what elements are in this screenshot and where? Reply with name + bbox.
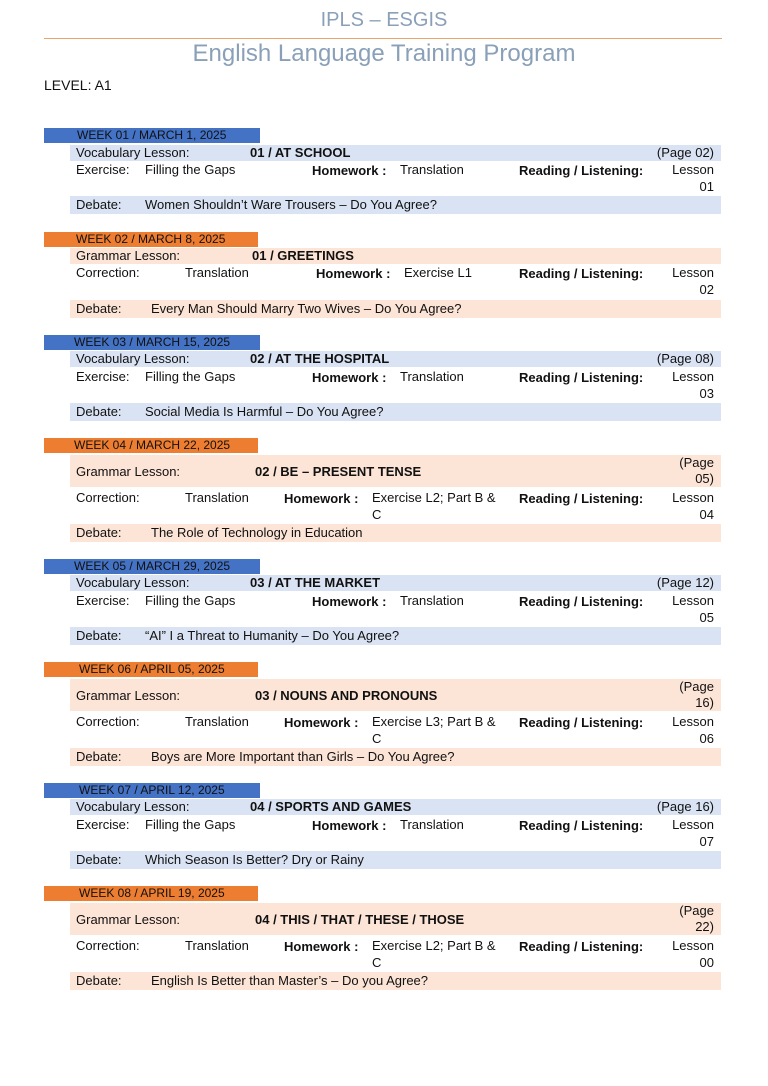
week-header: WEEK 07 / APRIL 12, 2025 <box>44 783 260 798</box>
activity-label: Correction: <box>76 490 140 505</box>
lesson-page: (Page 12) <box>656 575 714 590</box>
lesson-title: 01 / AT SCHOOL <box>250 145 351 160</box>
reading-label: Reading / Listening: <box>519 370 644 385</box>
week-block-08 <box>0 886 768 1086</box>
homework-label: Homework : <box>284 715 359 730</box>
reading-lesson: Lesson <box>672 369 714 384</box>
reading-number: 00 <box>699 955 714 970</box>
homework-value-continued: C <box>372 507 382 522</box>
activity-label: Exercise: <box>76 593 130 608</box>
lesson-type: Grammar Lesson: <box>76 912 181 927</box>
reading-lesson: Lesson <box>672 265 714 280</box>
lesson-title: 04 / SPORTS AND GAMES <box>250 799 412 814</box>
lesson-page-number: 22) <box>695 919 714 934</box>
debate-label: Debate: <box>76 197 122 212</box>
reading-label: Reading / Listening: <box>519 594 644 609</box>
lesson-page: (Page 02) <box>656 145 714 160</box>
week-header: WEEK 01 / MARCH 1, 2025 <box>44 128 260 143</box>
lesson-title: 01 / GREETINGS <box>252 248 354 263</box>
homework-value: Translation <box>400 817 464 832</box>
lesson-title: 02 / AT THE HOSPITAL <box>250 351 390 366</box>
reading-number: 02 <box>699 282 714 297</box>
debate-topic: Boys are More Important than Girls – Do You Agree? <box>151 749 455 764</box>
reading-lesson: Lesson <box>672 490 714 505</box>
reading-lesson: Lesson <box>672 593 714 608</box>
activity-label: Correction: <box>76 938 140 953</box>
week-header: WEEK 03 / MARCH 15, 2025 <box>44 335 260 350</box>
week-header: WEEK 02 / MARCH 8, 2025 <box>44 232 258 247</box>
level-label: LEVEL: A1 <box>44 77 112 93</box>
reading-label: Reading / Listening: <box>519 818 644 833</box>
debate-label: Debate: <box>76 525 122 540</box>
debate-topic: The Role of Technology in Education <box>151 525 363 540</box>
lesson-type: Vocabulary Lesson: <box>76 799 190 814</box>
lesson-type: Grammar Lesson: <box>76 688 181 703</box>
lesson-page: (Page 08) <box>656 351 714 366</box>
reading-label: Reading / Listening: <box>519 715 644 730</box>
header-divider <box>44 38 722 39</box>
organization-title: IPLS – ESGIS <box>320 9 448 31</box>
reading-lesson: Lesson <box>672 817 714 832</box>
homework-value: Translation <box>400 369 464 384</box>
debate-label: Debate: <box>76 404 122 419</box>
debate-label: Debate: <box>76 852 122 867</box>
reading-label: Reading / Listening: <box>519 491 644 506</box>
homework-value: Exercise L2; Part B & <box>372 490 496 505</box>
lesson-type: Grammar Lesson: <box>76 464 181 479</box>
reading-lesson: Lesson <box>672 162 714 177</box>
lesson-page: (Page <box>679 679 714 694</box>
reading-label: Reading / Listening: <box>519 939 644 954</box>
homework-label: Homework : <box>316 266 391 281</box>
debate-topic: “AI” I a Threat to Humanity – Do You Agree? <box>145 628 400 643</box>
debate-topic: Social Media Is Harmful – Do You Agree? <box>145 404 384 419</box>
debate-label: Debate: <box>76 973 122 988</box>
homework-label: Homework : <box>312 163 387 178</box>
activity-value: Translation <box>185 714 249 729</box>
reading-label: Reading / Listening: <box>519 266 644 281</box>
homework-value-continued: C <box>372 731 382 746</box>
homework-label: Homework : <box>312 594 387 609</box>
homework-value-continued: C <box>372 955 382 970</box>
homework-label: Homework : <box>284 939 359 954</box>
week-header: WEEK 06 / APRIL 05, 2025 <box>44 662 258 677</box>
lesson-type: Vocabulary Lesson: <box>76 145 190 160</box>
activity-value: Translation <box>185 938 249 953</box>
reading-number: 06 <box>699 731 714 746</box>
lesson-title: 04 / THIS / THAT / THESE / THOSE <box>255 912 465 927</box>
week-header: WEEK 08 / APRIL 19, 2025 <box>44 886 258 901</box>
debate-label: Debate: <box>76 628 122 643</box>
homework-label: Homework : <box>312 370 387 385</box>
lesson-page: (Page <box>679 903 714 918</box>
reading-number: 07 <box>699 834 714 849</box>
homework-label: Homework : <box>284 491 359 506</box>
debate-topic: Which Season Is Better? Dry or Rainy <box>145 852 364 867</box>
program-title: English Language Training Program <box>192 40 576 67</box>
week-header: WEEK 04 / MARCH 22, 2025 <box>44 438 258 453</box>
homework-label: Homework : <box>312 818 387 833</box>
activity-value: Filling the Gaps <box>145 817 236 832</box>
activity-value: Filling the Gaps <box>145 162 236 177</box>
homework-value: Exercise L3; Part B & <box>372 714 496 729</box>
activity-value: Translation <box>185 265 249 280</box>
homework-value: Exercise L2; Part B & <box>372 938 496 953</box>
lesson-page: (Page <box>679 455 714 470</box>
activity-label: Exercise: <box>76 162 130 177</box>
debate-label: Debate: <box>76 301 122 316</box>
homework-value: Translation <box>400 162 464 177</box>
activity-label: Correction: <box>76 714 140 729</box>
reading-label: Reading / Listening: <box>519 163 644 178</box>
lesson-type: Vocabulary Lesson: <box>76 575 190 590</box>
activity-label: Exercise: <box>76 817 130 832</box>
reading-number: 05 <box>699 610 714 625</box>
activity-value: Translation <box>185 490 249 505</box>
reading-number: 04 <box>699 507 714 522</box>
lesson-type: Grammar Lesson: <box>76 248 181 263</box>
homework-value: Translation <box>400 593 464 608</box>
activity-label: Correction: <box>76 265 140 280</box>
lesson-page: (Page 16) <box>656 799 714 814</box>
reading-number: 01 <box>699 179 714 194</box>
activity-label: Exercise: <box>76 369 130 384</box>
debate-label: Debate: <box>76 749 122 764</box>
debate-topic: Women Shouldn’t Ware Trousers – Do You Agree? <box>145 197 437 212</box>
debate-topic: Every Man Should Marry Two Wives – Do You Agree? <box>151 301 462 316</box>
reading-lesson: Lesson <box>672 938 714 953</box>
lesson-page-number: 05) <box>695 471 714 486</box>
lesson-title: 02 / BE – PRESENT TENSE <box>255 464 422 479</box>
activity-value: Filling the Gaps <box>145 593 236 608</box>
lesson-title: 03 / NOUNS AND PRONOUNS <box>255 688 438 703</box>
debate-topic: English Is Better than Master’s – Do you Agree? <box>151 973 429 988</box>
activity-value: Filling the Gaps <box>145 369 236 384</box>
lesson-page-number: 16) <box>695 695 714 710</box>
homework-value: Exercise L1 <box>404 265 472 280</box>
reading-number: 03 <box>699 386 714 401</box>
reading-lesson: Lesson <box>672 714 714 729</box>
week-header: WEEK 05 / MARCH 29, 2025 <box>44 559 260 574</box>
lesson-type: Vocabulary Lesson: <box>76 351 190 366</box>
lesson-title: 03 / AT THE MARKET <box>250 575 381 590</box>
